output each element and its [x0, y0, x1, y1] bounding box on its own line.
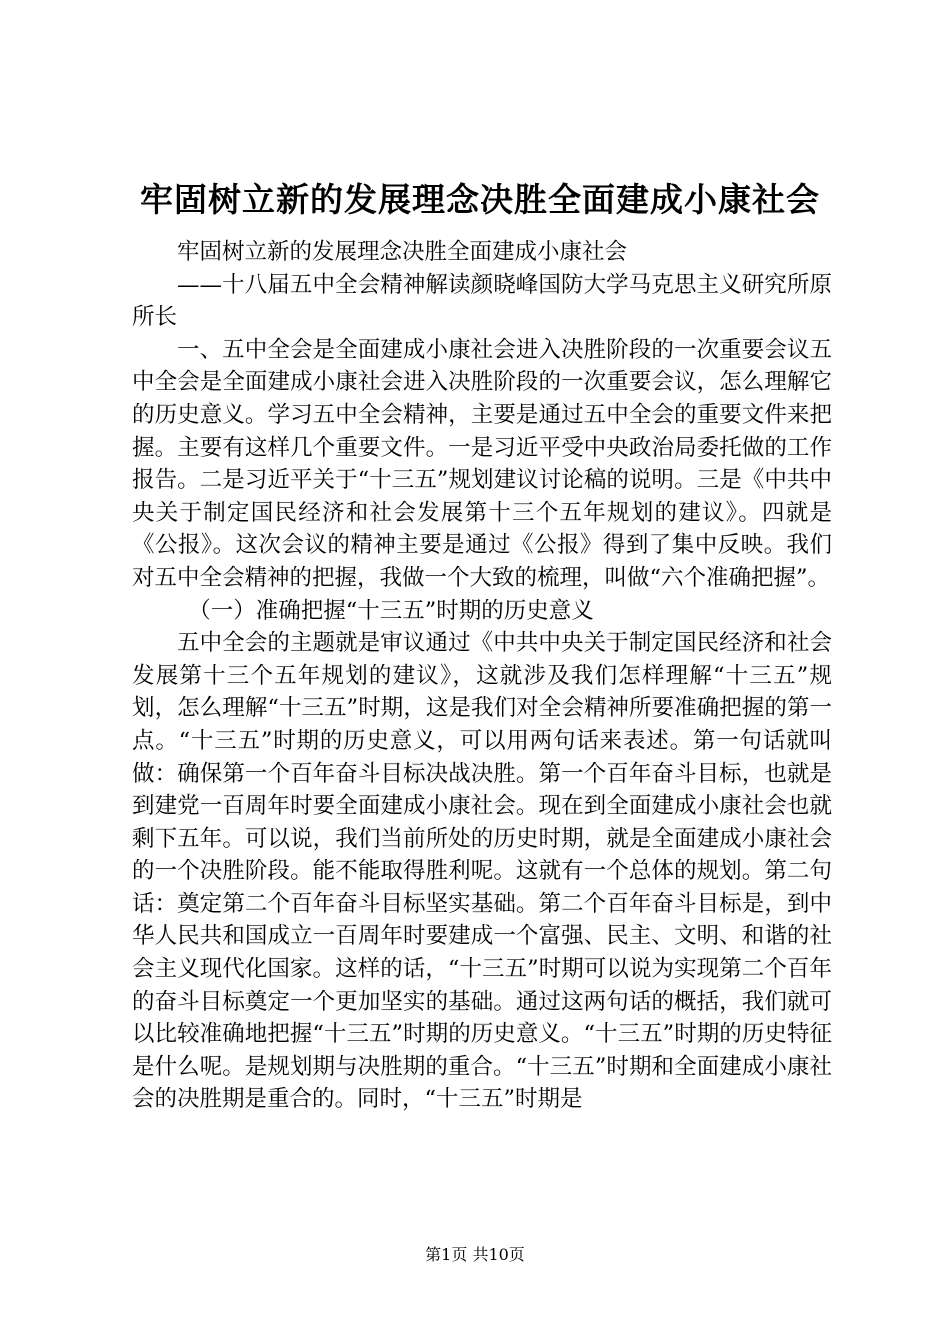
document-body — [132, 236, 832, 1116]
paragraph-section-one: 一、五中全会是全面建成小康社会进入决胜阶段的一次重要会议五中全会是全面建成小康社会进入决胜阶段的一次重要会议，怎么理解它的历史意义。学习五中全会精神，主要是通过五中全会的重要文件来把握。主要有这样几个重要文件。一是习近平受中央政治局委托做的工作报告。二是习近平关于“十三五”规划建议讨论稿的说明。三是《中共中央关于制定国民经济和社会发展第十三个五年规划的建议》。四就是《公报》。这次会议的精神主要是通过《公报》得到了集中反映。我们对五中全会精神的把握，我做一个大致的梳理，叫做“六个准确把握”。 — [132, 336, 832, 591]
paragraph-theme: 五中全会的主题就是审议通过《中共中央关于制定国民经济和社会发展第十三个五年规划的建议》，这就涉及我们怎样理解“十三五”规划，怎么理解“十三五”时期，这是我们对全会精神所要准确把握的第一点。“十三五”时期的历史意义，可以用两句话来表述。第一句话就叫做：确保第一个百年奋斗目标决战决胜。第一个百年奋斗目标，也就是到建党一百周年时要全面建成小康社会。现在到全面建成小康社会也就剩下五年。可以说，我们当前所处的历史时期，就是全面建成小康社会的一个决胜阶段。能不能取得胜利呢。这就有一个总体的规划。第二句话：奠定第二个百年奋斗目标坚实基础。第二个百年奋斗目标是，到中华人民共和国成立一百周年时要建成一个富强、民主、文明、和谐的社会主义现代化国家。这样的话，“十三五”时期可以说为实现第二个百年的奋斗目标奠定一个更加坚实的基础。通过这两句话的概括，我们就可以比较准确地把握“十三五”时期的历史意义。“十三五”时期的历史特征是什么呢。是规划期与决胜期的重合。“十三五”时期和全面建成小康社会的决胜期是重合的。同时，“十三五”时期是 — [132, 630, 832, 1113]
document-title: 牢固树立新的发展理念决胜全面建成小康社会 — [140, 180, 820, 219]
paragraph-byline: ——十八届五中全会精神解读颜晓峰国防大学马克思主义研究所原所长 — [132, 271, 832, 331]
page-number-footer: 第1页 共10页 — [425, 1245, 525, 1264]
subheading-historical-significance: （一）准确把握“十三五”时期的历史意义 — [188, 597, 594, 624]
paragraph-repeated-title: 牢固树立新的发展理念决胜全面建成小康社会 — [177, 239, 628, 265]
